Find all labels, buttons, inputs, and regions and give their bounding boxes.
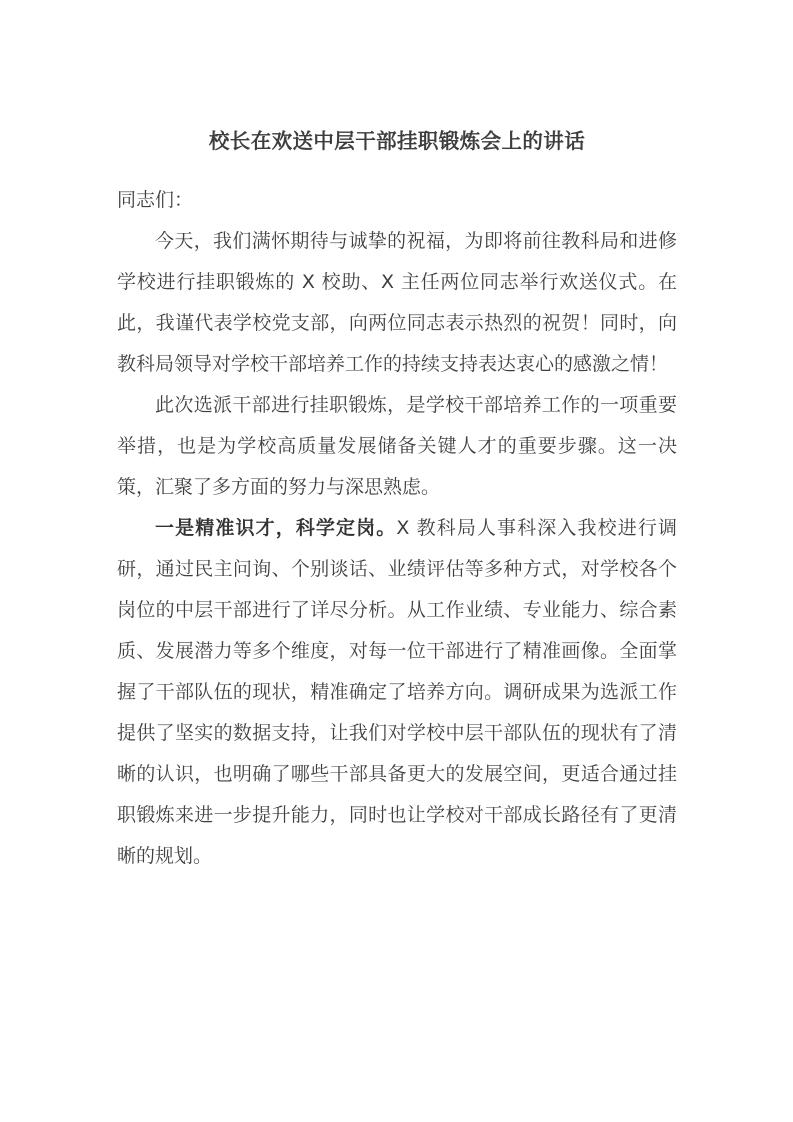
document-body: [117, 0, 677, 877]
paragraph-3: [117, 508, 677, 877]
paragraph-2-text: 此次选派干部进行挂职锻炼，是学校干部培养工作的一项重要举措，也是为学校高质量发展储备关键人才的重要步骤。这一决策，汇聚了多方面的努力与深思熟虑。: [117, 394, 677, 498]
paragraph-3-lead: 一是精准识才，科学定岗。: [155, 517, 397, 539]
paragraph-3-text: X 教科局人事科深入我校进行调研，通过民主问询、个别谈话、业绩评估等多种方式，对学校各个岗位的中层干部进行了详尽分析。从工作业绩、专业能力、综合素质、发展潜力等多个维度，对每一位干部进行了精准画像。全面掌握了干部队伍的现状，精准确定了培养方向。调研成果为选派工作提供了坚实的数据支持，让我们对学校中层干部队伍的现状有了清晰的认识，也明确了哪些干部具备更大的发展空间，更适合通过挂职锻炼来进一步提升能力，同时也让学校对干部成长路径有了更清晰的规划。: [117, 517, 677, 867]
salutation: 同志们：: [117, 189, 194, 211]
paragraph-1-text: 今天，我们满怀期待与诚挚的祝福，为即将前往教科局和进修学校进行挂职锻炼的 X 校助、X 主任两位同志举行欢送仪式。在此，我谨代表学校党支部，向两位同志表示热烈的祝贺！同时，向教科局领导对学校干部培养工作的持续支持表达衷心的感激之情！: [117, 230, 677, 375]
paragraph-1: [117, 221, 677, 385]
paragraph-2: [117, 385, 677, 508]
page-title: 校长在欢送中层干部挂职锻炼会上的讲话: [208, 129, 586, 153]
